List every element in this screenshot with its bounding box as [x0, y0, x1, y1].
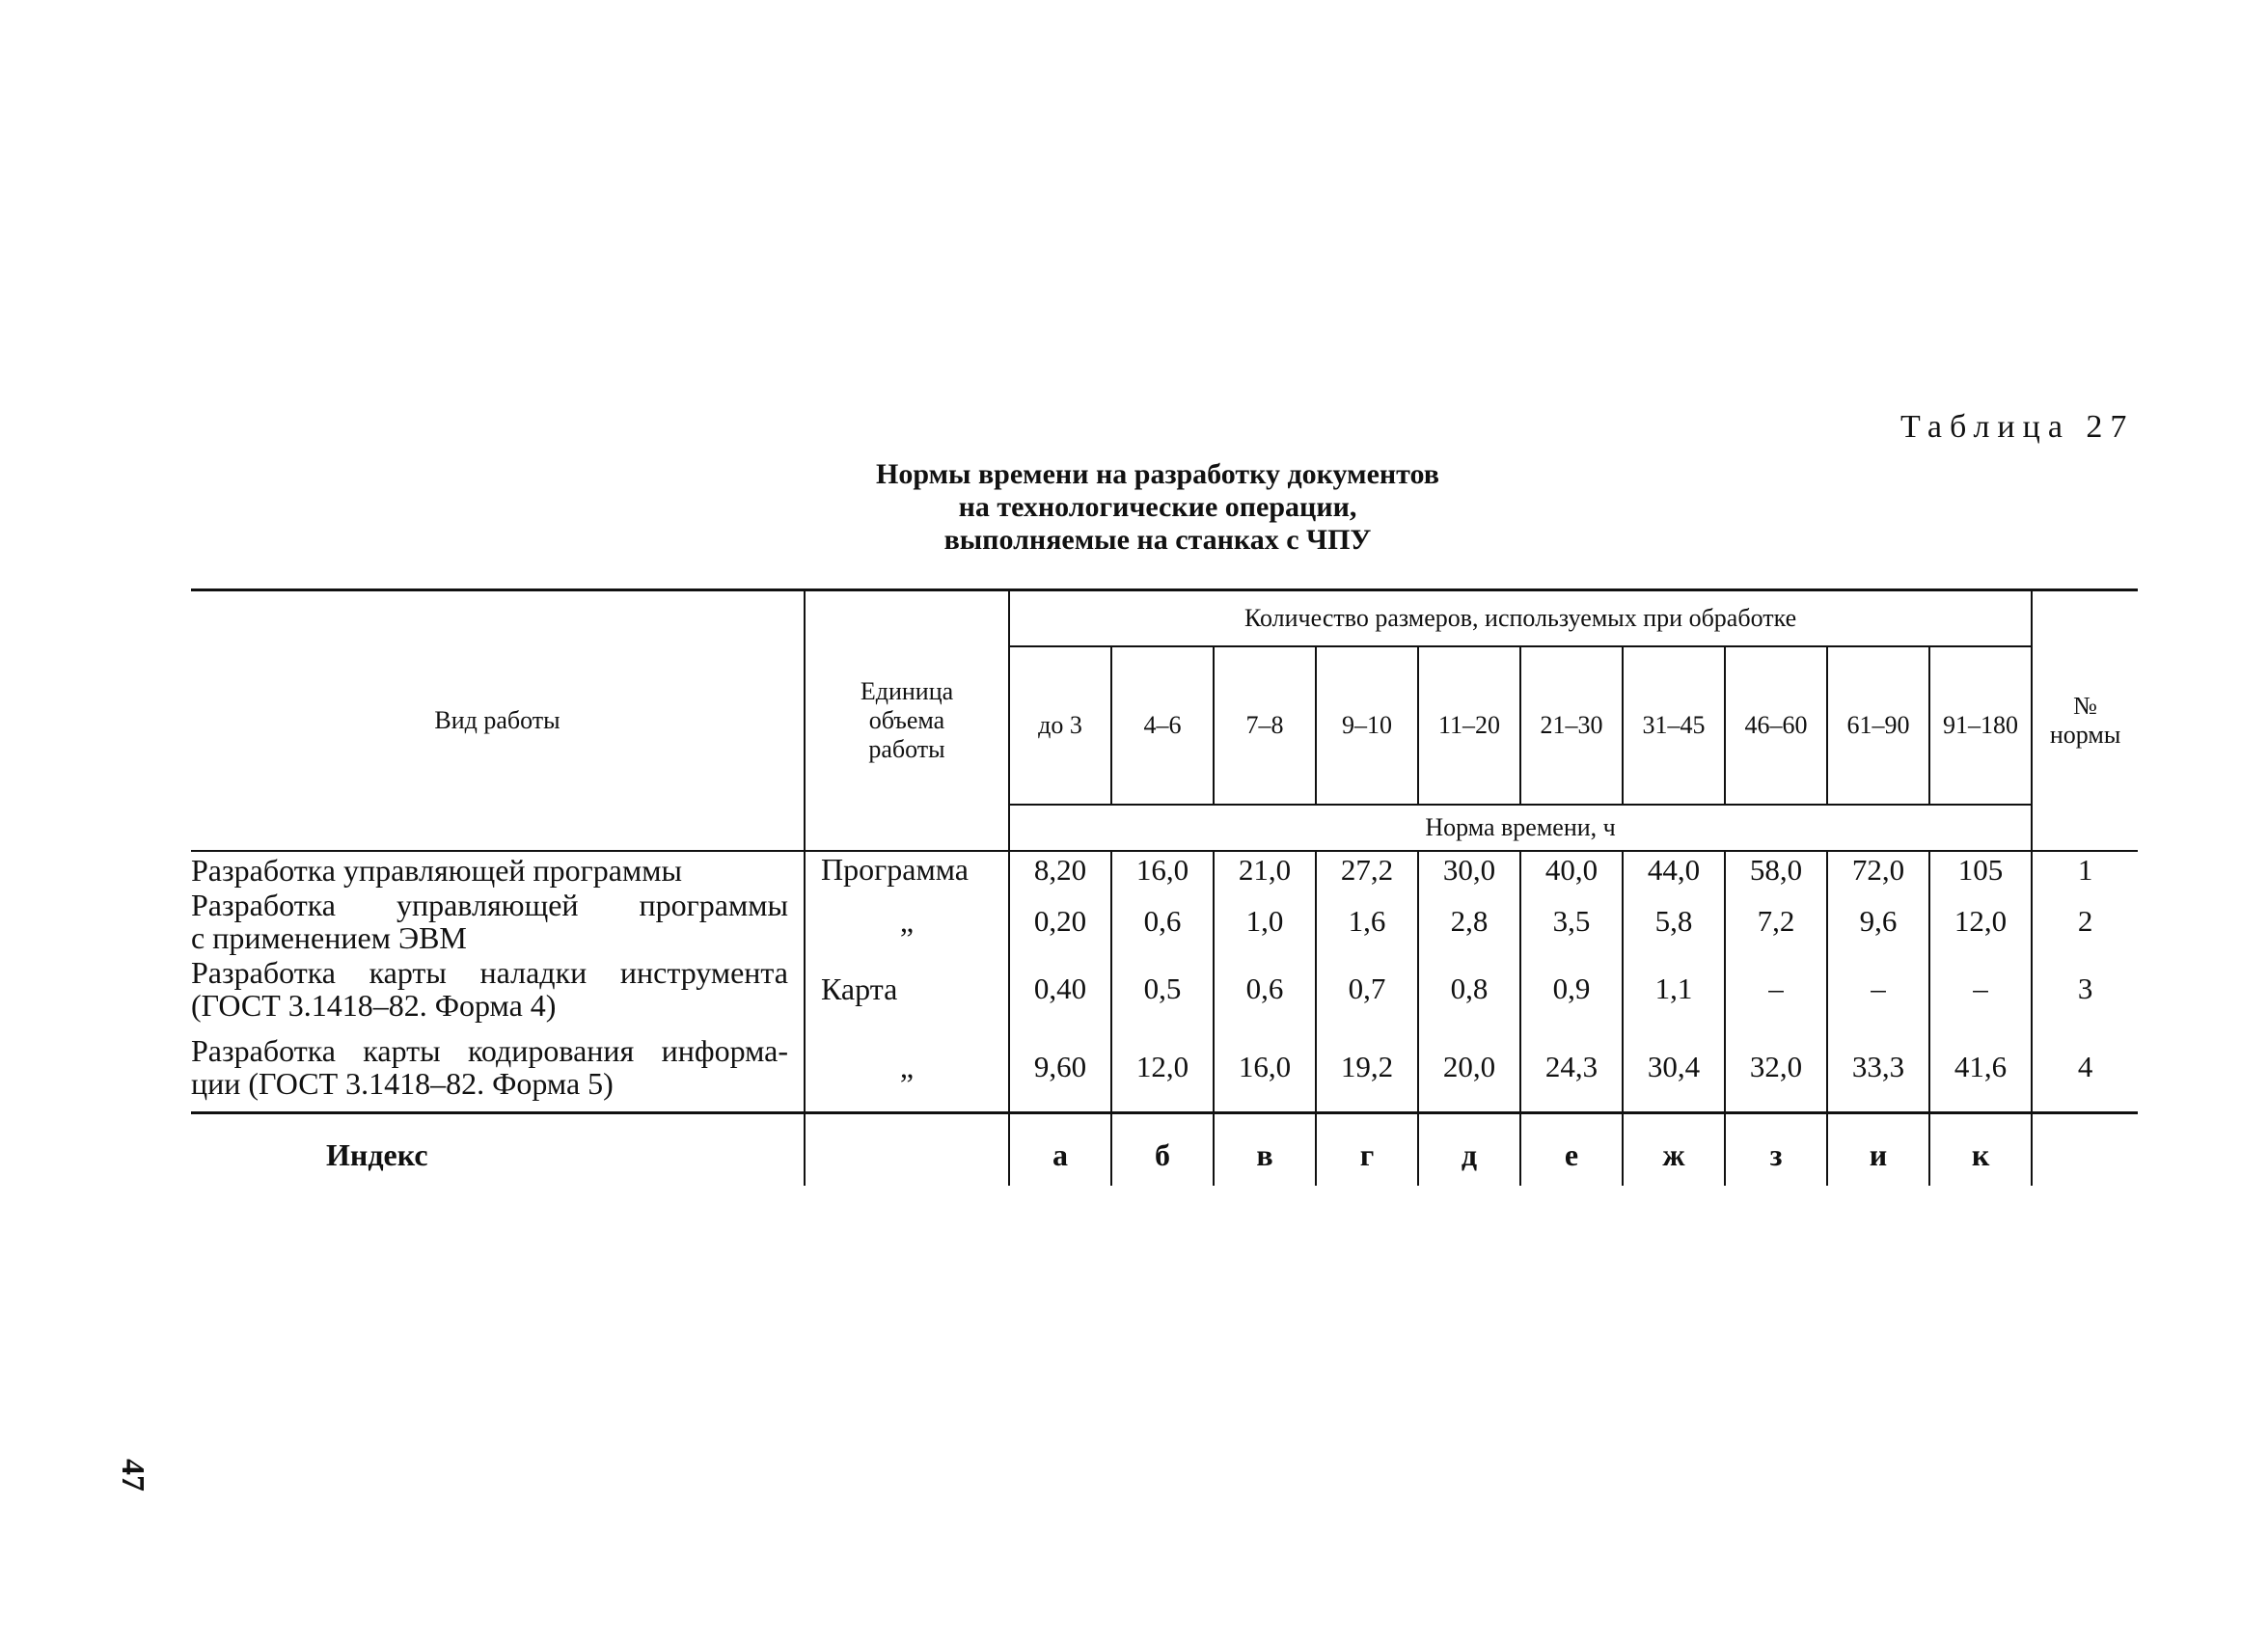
header-range: до 3 — [1009, 646, 1111, 805]
index-letter: е — [1520, 1113, 1623, 1187]
table-label: Таблица 27 — [1900, 409, 2135, 445]
row-value: 1,1 — [1623, 955, 1725, 1023]
header-range: 91–180 — [1929, 646, 2032, 805]
row-work — [191, 851, 805, 888]
row-value: 105 — [1929, 851, 2032, 888]
row-value: 41,6 — [1929, 1023, 2032, 1113]
row-value: 9,60 — [1009, 1023, 1111, 1113]
title-line: на технологические операции, — [958, 491, 1357, 523]
row-work-line: Разработка управляющей программы — [191, 852, 682, 888]
row-value: 44,0 — [1623, 851, 1725, 888]
row-norm-no: 1 — [2077, 852, 2093, 887]
row-norm-no: 4 — [2032, 1023, 2138, 1113]
header-unit — [805, 590, 1009, 852]
header-range: 4–6 — [1111, 646, 1214, 805]
row-value: 0,6 — [1111, 888, 1214, 955]
row-value: 32,0 — [1725, 1023, 1827, 1113]
row-value: 7,2 — [1725, 888, 1827, 955]
row-value: 0,8 — [1418, 955, 1520, 1023]
index-letter: а — [1009, 1113, 1111, 1187]
header-unit-line: объема — [868, 706, 945, 734]
row-work-line: (ГОСТ 3.1418–82. Форма 4) — [191, 988, 557, 1023]
row-unit: „ — [805, 1023, 1009, 1113]
table-title — [675, 458, 1640, 557]
row-unit: „ — [805, 888, 1009, 955]
row-value: 3,5 — [1520, 888, 1623, 955]
header-work-type: Вид работы — [191, 590, 805, 852]
row-value: 24,3 — [1520, 1023, 1623, 1113]
row-norm-no: 3 — [2077, 972, 2093, 1005]
row-value: – — [1929, 955, 2032, 1023]
index-letter: в — [1214, 1113, 1316, 1187]
index-letter: з — [1725, 1113, 1827, 1187]
row-value: 0,7 — [1316, 955, 1418, 1023]
index-letter: ж — [1623, 1113, 1725, 1187]
row-value: 0,5 — [1111, 955, 1214, 1023]
norms-table — [191, 588, 2138, 1186]
row-work — [191, 888, 805, 955]
header-norm-no — [2032, 590, 2138, 852]
row-value: 19,2 — [1316, 1023, 1418, 1113]
row-unit: Программа — [805, 851, 1009, 888]
row-work-line: Разработка карты кодирования информа- — [191, 1033, 788, 1068]
title-line: Нормы времени на разработку документов — [876, 458, 1439, 490]
index-letter: г — [1316, 1113, 1418, 1187]
header-unit-line: Единица — [860, 677, 954, 705]
row-work — [191, 955, 805, 1023]
row-value: 21,0 — [1214, 851, 1316, 888]
row-value: 27,2 — [1316, 851, 1418, 888]
row-value: 20,0 — [1418, 1023, 1520, 1113]
row-value: 30,0 — [1418, 851, 1520, 888]
index-label: Индекс — [191, 1113, 805, 1187]
row-value: 5,8 — [1623, 888, 1725, 955]
index-letter: б — [1111, 1113, 1214, 1187]
header-range: 21–30 — [1520, 646, 1623, 805]
row-norm-no: 2 — [2077, 904, 2093, 938]
row-value: 58,0 — [1725, 851, 1827, 888]
row-value: 40,0 — [1520, 851, 1623, 888]
index-empty — [805, 1113, 1009, 1187]
row-unit: Карта — [805, 955, 1009, 1023]
row-work-line: Разработка управляющей программы — [191, 888, 788, 922]
row-value: 0,20 — [1009, 888, 1111, 955]
header-range: 7–8 — [1214, 646, 1316, 805]
row-work-line: ции (ГОСТ 3.1418–82. Форма 5) — [191, 1066, 614, 1101]
header-range: 31–45 — [1623, 646, 1725, 805]
header-range: 11–20 — [1418, 646, 1520, 805]
index-letter: к — [1929, 1113, 2032, 1187]
row-value: – — [1725, 955, 1827, 1023]
title-line: выполняемые на станках с ЧПУ — [943, 524, 1372, 556]
row-value: 12,0 — [1111, 1023, 1214, 1113]
row-value: 0,9 — [1520, 955, 1623, 1023]
index-letter: и — [1827, 1113, 1929, 1187]
index-empty — [2032, 1113, 2138, 1187]
row-work-line: с применением ЭВМ — [191, 920, 467, 955]
row-value: 0,6 — [1214, 955, 1316, 1023]
header-range: 9–10 — [1316, 646, 1418, 805]
row-value: 72,0 — [1827, 851, 1929, 888]
row-value: 16,0 — [1214, 1023, 1316, 1113]
row-value: 0,40 — [1009, 955, 1111, 1023]
header-range: 61–90 — [1827, 646, 1929, 805]
row-value: 9,6 — [1827, 888, 1929, 955]
header-norm-no-line: № — [2073, 692, 2097, 720]
row-work — [191, 1023, 805, 1113]
header-time-norm: Норма времени, ч — [1009, 805, 2032, 851]
row-value: 16,0 — [1111, 851, 1214, 888]
page-number: 47 — [115, 1459, 150, 1491]
row-value: 1,0 — [1214, 888, 1316, 955]
row-value: 12,0 — [1929, 888, 2032, 955]
header-range: 46–60 — [1725, 646, 1827, 805]
header-unit-line: работы — [868, 735, 945, 763]
row-value: 2,8 — [1418, 888, 1520, 955]
header-quantity: Количество размеров, используемых при обработке — [1009, 590, 2032, 647]
row-value: 8,20 — [1009, 851, 1111, 888]
row-value: 1,6 — [1316, 888, 1418, 955]
row-work-line: Разработка карты наладки инструмента — [191, 955, 788, 990]
row-value: – — [1827, 955, 1929, 1023]
index-letter: д — [1418, 1113, 1520, 1187]
header-norm-no-line: нормы — [2049, 721, 2121, 749]
row-value: 30,4 — [1623, 1023, 1725, 1113]
row-value: 33,3 — [1827, 1023, 1929, 1113]
